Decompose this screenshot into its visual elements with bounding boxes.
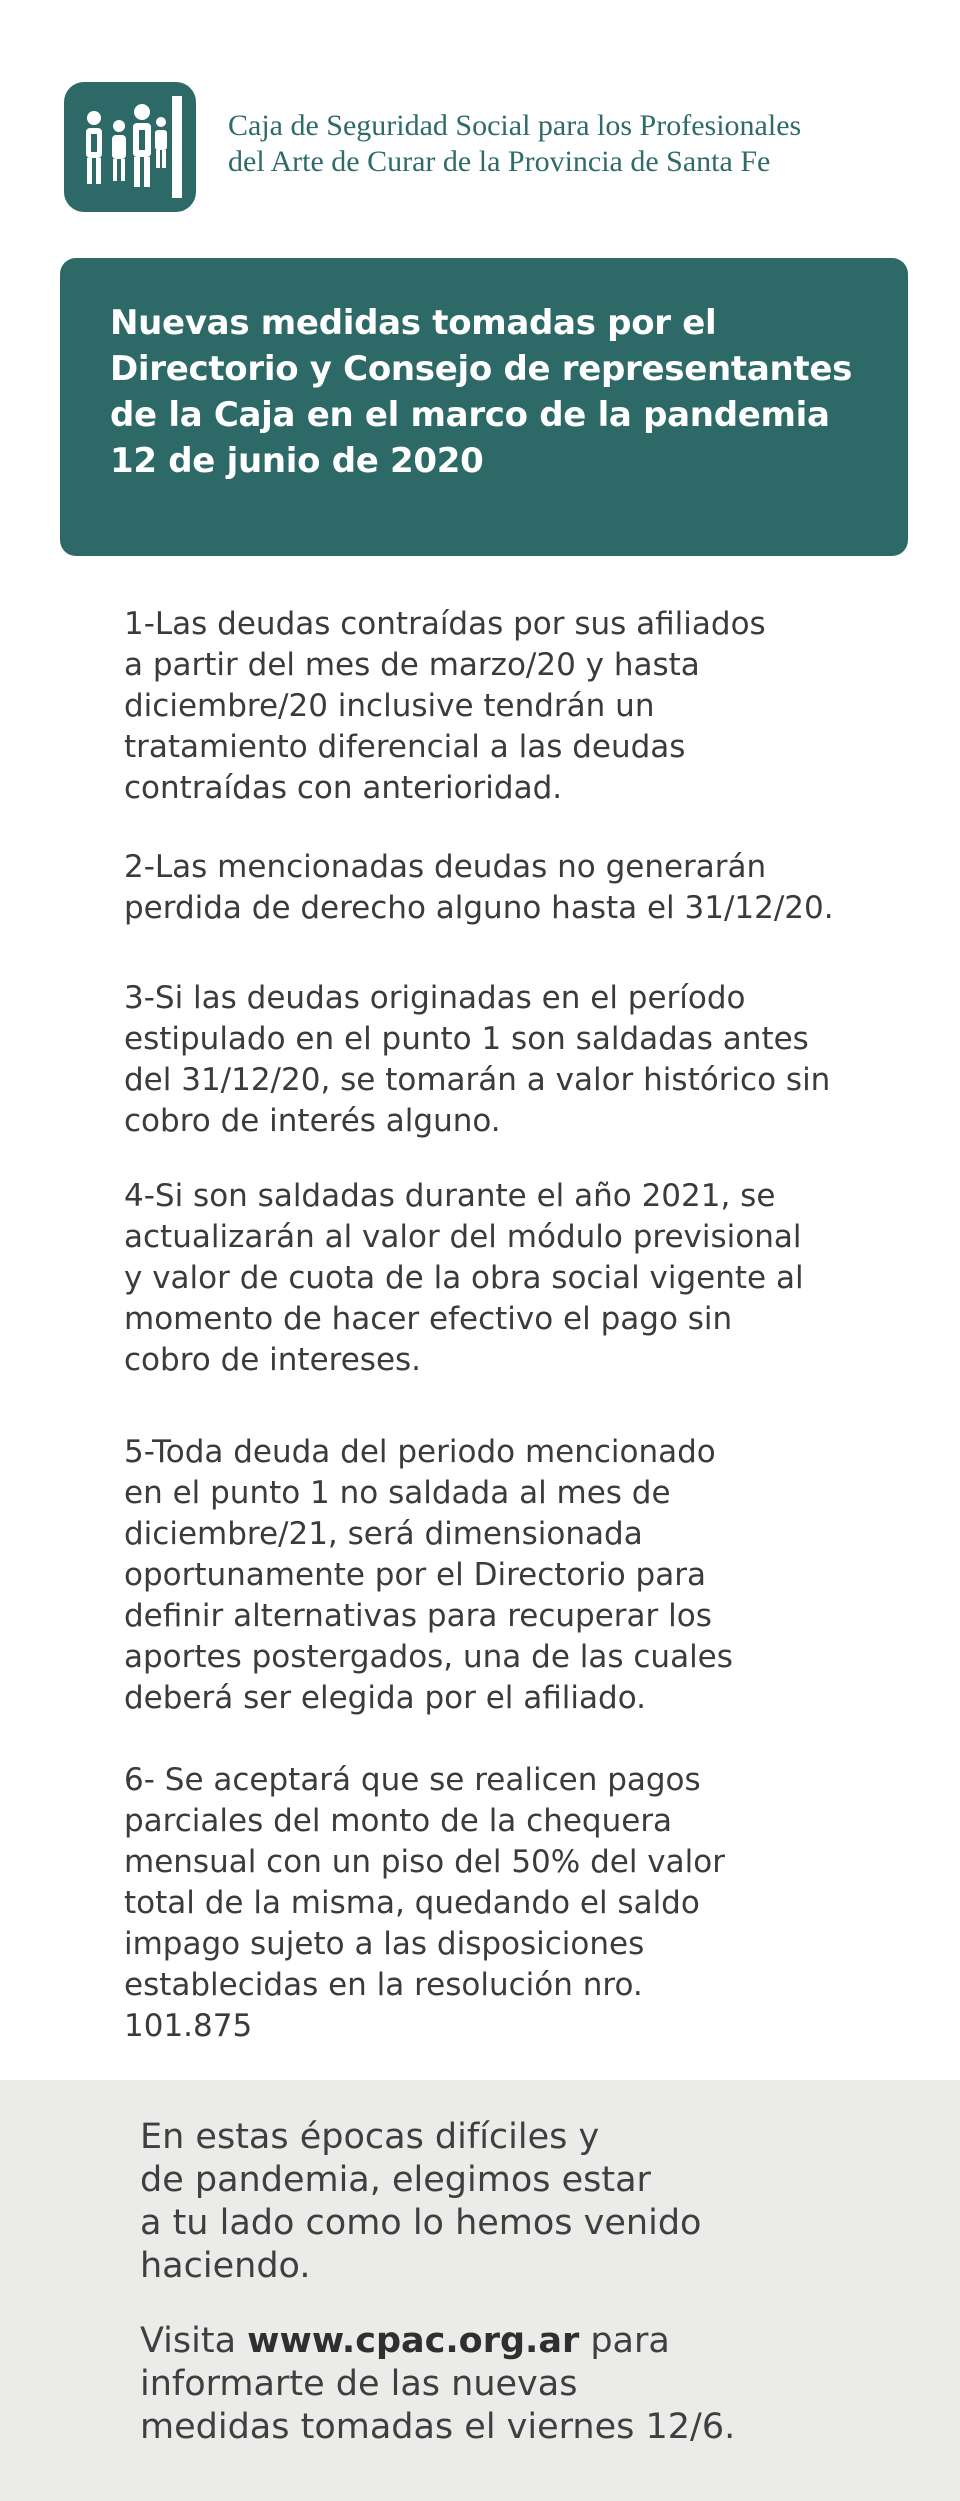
- measure-line: mensual con un piso del 50% del valor: [124, 1844, 725, 1880]
- measure-line: cobro de intereses.: [124, 1342, 422, 1378]
- visit-line: [140, 2320, 920, 2363]
- footer: [0, 2080, 960, 2501]
- measure-line: perdida de derecho alguno hasta el 31/12/20.: [124, 890, 834, 926]
- website-link[interactable]: www.cpac.org.ar: [247, 2321, 580, 2361]
- footer-message-line: de pandemia, elegimos estar: [140, 2160, 651, 2200]
- footer-message: [140, 2116, 920, 2288]
- visit-info-line: informarte de las nuevas: [140, 2364, 578, 2404]
- measure-line: diciembre/21, será dimensionada: [124, 1516, 643, 1552]
- measure-5: [124, 1432, 924, 1719]
- measure-line: definir alternativas para recuperar los: [124, 1598, 712, 1634]
- measure-line: contraídas con anterioridad.: [124, 770, 563, 806]
- measure-line: cobro de interés alguno.: [124, 1103, 501, 1139]
- family-icon: [64, 82, 196, 212]
- measure-line: 6- Se aceptará que se realicen pagos: [124, 1762, 701, 1798]
- visit-prefix: Visita: [140, 2321, 248, 2361]
- measure-line: oportunamente por el Directorio para: [124, 1557, 706, 1593]
- measure-line: tratamiento diferencial a las deudas: [124, 729, 686, 765]
- title-line: 12 de junio de 2020: [110, 441, 484, 481]
- measure-line: 101.875: [124, 2008, 253, 2044]
- measure-line: aportes postergados, una de las cuales: [124, 1639, 733, 1675]
- footer-message-line: En estas épocas difíciles y: [140, 2117, 600, 2157]
- organization-name-line: del Arte de Curar de la Provincia de Santa Fe: [228, 145, 771, 178]
- title-line: Nuevas medidas tomadas por el: [110, 303, 717, 343]
- measure-line: establecidas en la resolución nro.: [124, 1967, 643, 2003]
- measure-line: y valor de cuota de la obra social vigente al: [124, 1260, 804, 1296]
- measure-line: del 31/12/20, se tomarán a valor histórico sin: [124, 1062, 831, 1098]
- measure-line: total de la misma, quedando el saldo: [124, 1885, 700, 1921]
- footer-message-line: a tu lado como lo hemos venido: [140, 2203, 702, 2243]
- measure-line: 1-Las deudas contraídas por sus afiliados: [124, 606, 766, 642]
- measure-line: 5-Toda deuda del periodo mencionado: [124, 1434, 716, 1470]
- measure-line: deberá ser elegida por el afiliado.: [124, 1680, 646, 1716]
- footer-message-line: haciendo.: [140, 2246, 311, 2286]
- title-banner: [60, 258, 908, 556]
- footer-visit: [140, 2320, 920, 2449]
- measure-line: estipulado en el punto 1 son saldadas antes: [124, 1021, 809, 1057]
- measure-line: en el punto 1 no saldada al mes de: [124, 1475, 671, 1511]
- header: [0, 0, 960, 250]
- measure-line: impago sujeto a las disposiciones: [124, 1926, 645, 1962]
- measure-line: 4-Si son saldadas durante el año 2021, se: [124, 1178, 776, 1214]
- measure-line: a partir del mes de marzo/20 y hasta: [124, 647, 700, 683]
- visit-info-line: medidas tomadas el viernes 12/6.: [140, 2407, 736, 2447]
- measure-4: [124, 1176, 924, 1381]
- organization-name-line: Caja de Seguridad Social para los Profesionales: [228, 109, 802, 142]
- measure-line: diciembre/20 inclusive tendrán un: [124, 688, 655, 724]
- measure-3: [124, 978, 924, 1142]
- title-line: Directorio y Consejo de representantes: [110, 349, 853, 389]
- measure-line: 3-Si las deudas originadas en el período: [124, 980, 746, 1016]
- measure-line: momento de hacer efectivo el pago sin: [124, 1301, 733, 1337]
- measure-2: [124, 847, 924, 929]
- visit-suffix: para: [579, 2321, 670, 2361]
- measure-line: 2-Las mencionadas deudas no generarán: [124, 849, 767, 885]
- measure-line: parciales del monto de la chequera: [124, 1803, 673, 1839]
- measure-line: actualizarán al valor del módulo previsional: [124, 1219, 802, 1255]
- title-line: de la Caja en el marco de la pandemia: [110, 395, 830, 435]
- organization-name: [228, 108, 801, 180]
- measure-6: [124, 1760, 924, 2047]
- measure-1: [124, 604, 924, 809]
